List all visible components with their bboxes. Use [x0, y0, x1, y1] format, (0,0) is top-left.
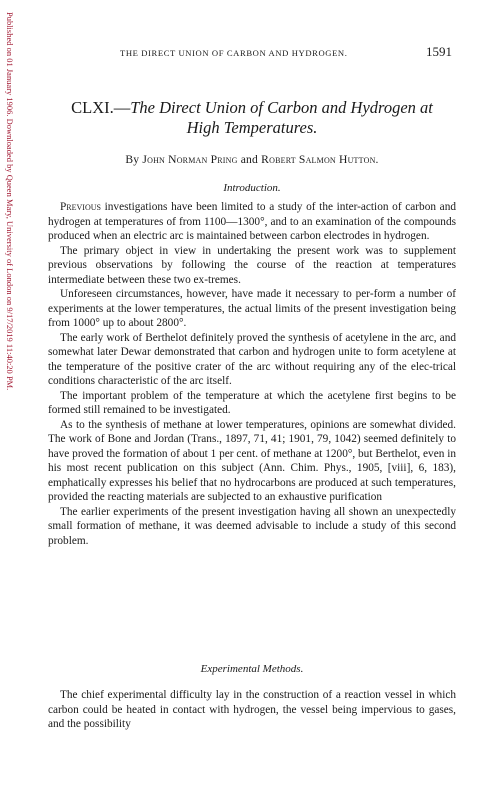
article-title-line-1	[48, 98, 456, 118]
paragraph-text: The chief experimental difficulty lay in the construction of a reaction vessel in which carbon could be heated in contact with hydrogen, the vessel being impervious to gases, and the possibility	[48, 689, 456, 730]
paragraph-text: investigations have been limited to a study of the inter-action of carbon and hydrogen at temperatures of from 1100—1300°, and to an examination of the compounds produced when an electric arc is maintained between carbon electrodes in hydrogen.	[48, 201, 456, 242]
section-heading-methods: Experimental Methods.	[200, 663, 304, 675]
introduction-paragraph	[48, 389, 456, 418]
introduction-paragraph	[48, 244, 456, 288]
section-heading-introduction: Introduction.	[223, 182, 281, 194]
running-head-title: THE DIRECT UNION OF CARBON AND HYDROGEN.	[120, 48, 348, 58]
introduction-paragraph	[48, 418, 456, 505]
paragraph-text: As to the synthesis of methane at lower temperatures, opinions are somewhat divided. The work of Bone and Jordan (Trans., 1897, 71, 41; 1901, 79, 1042) seemed definitely to have proved the formation of about 1 per cent. of methane at 1200°, but Berthelot, even in his most recent publication on this subject (Ann. Chim. Phys., 1905, [viii], 6, 183), emphatically expresses his belief that no hydrocarbons are produced at such temperatures, provided the reacting materials are subjected to an exhaustive purification	[48, 418, 456, 503]
introduction-paragraph	[48, 331, 456, 389]
paragraph-lead-word: Previous	[60, 201, 101, 213]
article-number: CLXI.—	[71, 98, 131, 117]
article-title-line-2: High Temperatures.	[186, 118, 318, 137]
byline-by: By	[125, 153, 140, 166]
article-title	[48, 98, 456, 138]
running-head	[48, 44, 456, 62]
methods-body	[48, 688, 456, 732]
author-1: John Norman Pring	[142, 153, 238, 166]
paragraph-text: The primary object in view in undertaking the present work was to supplement previous observations by following the course of the reaction at temperatures intermediate between these two ex-tremes.	[48, 244, 456, 286]
paragraph-text: Unforeseen circumstances, however, have made it necessary to per-form a number of experiments at the lower temperatures, the actual limits of the present investigation being from 1000° up to about 2800°.	[48, 288, 456, 329]
introduction-body	[48, 200, 456, 548]
methods-paragraph	[48, 688, 456, 732]
author-2: Robert Salmon Hutton.	[261, 153, 379, 166]
paragraph-text: The earlier experiments of the present investigation having all shown an unexpectedly small formation of methane, it was deemed advisable to include a study of this second problem.	[48, 505, 456, 547]
introduction-paragraph	[48, 200, 456, 244]
paragraph-text: The important problem of the temperature at which the acetylene first begins to be formed still remained to be investigated.	[48, 389, 456, 416]
page-number: 1591	[426, 44, 452, 59]
download-watermark	[2, 8, 16, 528]
introduction-paragraph	[48, 505, 456, 549]
download-watermark-text: Published on 01 January 1906. Downloaded by Queen Mary, University of London on 9/17/2019 11:40:20 PM.	[5, 12, 14, 391]
byline	[48, 153, 456, 166]
paragraph-text: The early work of Berthelot definitely proved the synthesis of acetylene in the arc, and somewhat later Dewar demonstrated that carbon and hydrogen unite to form acetylene at the temperature of the positive crater of the arc without requiring any of the elec-trical conditions characteristic of the arc itself.	[48, 331, 456, 387]
byline-and: and	[240, 153, 259, 166]
introduction-paragraph	[48, 287, 456, 331]
article-title-text-1: The Direct Union of Carbon and Hydrogen at	[130, 98, 433, 117]
